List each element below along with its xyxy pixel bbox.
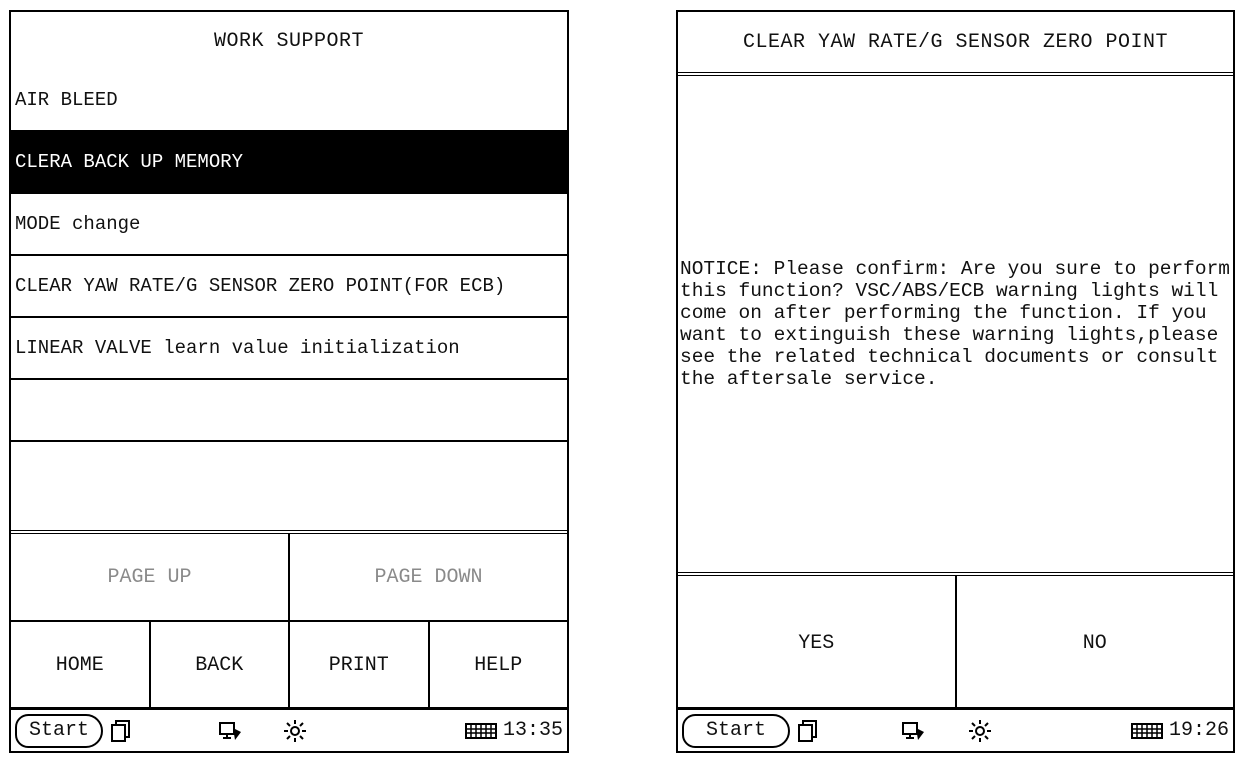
screen-title: CLEAR YAW RATE/G SENSOR ZERO POINT [678, 12, 1233, 76]
back-button[interactable]: BACK [151, 622, 291, 708]
yes-button[interactable]: YES [678, 576, 957, 710]
keyboard-icon[interactable] [1131, 722, 1163, 740]
confirm-screen [676, 10, 1242, 753]
window-switch-icon[interactable] [798, 720, 818, 742]
start-button[interactable]: Start [15, 714, 103, 748]
brightness-icon[interactable] [968, 719, 992, 743]
taskbar [11, 707, 567, 751]
function-list [11, 70, 567, 532]
list-item-clear-yaw-rate[interactable]: CLEAR YAW RATE/G SENSOR ZERO POINT(FOR ECB) [11, 256, 567, 318]
connection-icon[interactable] [902, 720, 926, 742]
screen-title: WORK SUPPORT [11, 12, 567, 73]
print-button[interactable]: PRINT [290, 622, 430, 708]
home-button[interactable]: HOME [11, 622, 151, 708]
notice-text: NOTICE: Please confirm: Are you sure to perform this function? VSC/ABS/ECB warning lights will come on after performing the function. If you want to extinguish these warning lights,please see the related technical documents or consult the aftersale service. [680, 258, 1242, 390]
clock: 13:35 [502, 719, 563, 742]
page-down-button[interactable]: PAGE DOWN [374, 565, 483, 589]
taskbar [678, 707, 1233, 751]
list-item-linear-valve[interactable]: LINEAR VALVE learn value initialization [11, 318, 567, 380]
brightness-icon[interactable] [283, 719, 307, 743]
work-support-screen [9, 10, 569, 753]
pager-row [11, 530, 567, 620]
keyboard-icon[interactable] [465, 722, 497, 740]
list-item-mode-change[interactable]: MODE change [11, 194, 567, 256]
list-item-empty [11, 442, 567, 504]
confirm-row [678, 572, 1233, 710]
start-button[interactable]: Start [682, 714, 790, 748]
no-button[interactable]: NO [1082, 631, 1107, 655]
list-item-empty [11, 380, 567, 442]
list-item-clear-backup-memory[interactable]: CLERA BACK UP MEMORY [11, 132, 567, 194]
window-switch-icon[interactable] [111, 720, 131, 742]
help-button[interactable]: HELP [474, 653, 523, 677]
nav-row [11, 620, 567, 708]
connection-icon[interactable] [219, 720, 243, 742]
notice-area [678, 76, 1242, 572]
list-item-air-bleed[interactable]: AIR BLEED [11, 70, 567, 132]
clock: 19:26 [1168, 719, 1229, 742]
page-up-button[interactable]: PAGE UP [11, 534, 290, 620]
